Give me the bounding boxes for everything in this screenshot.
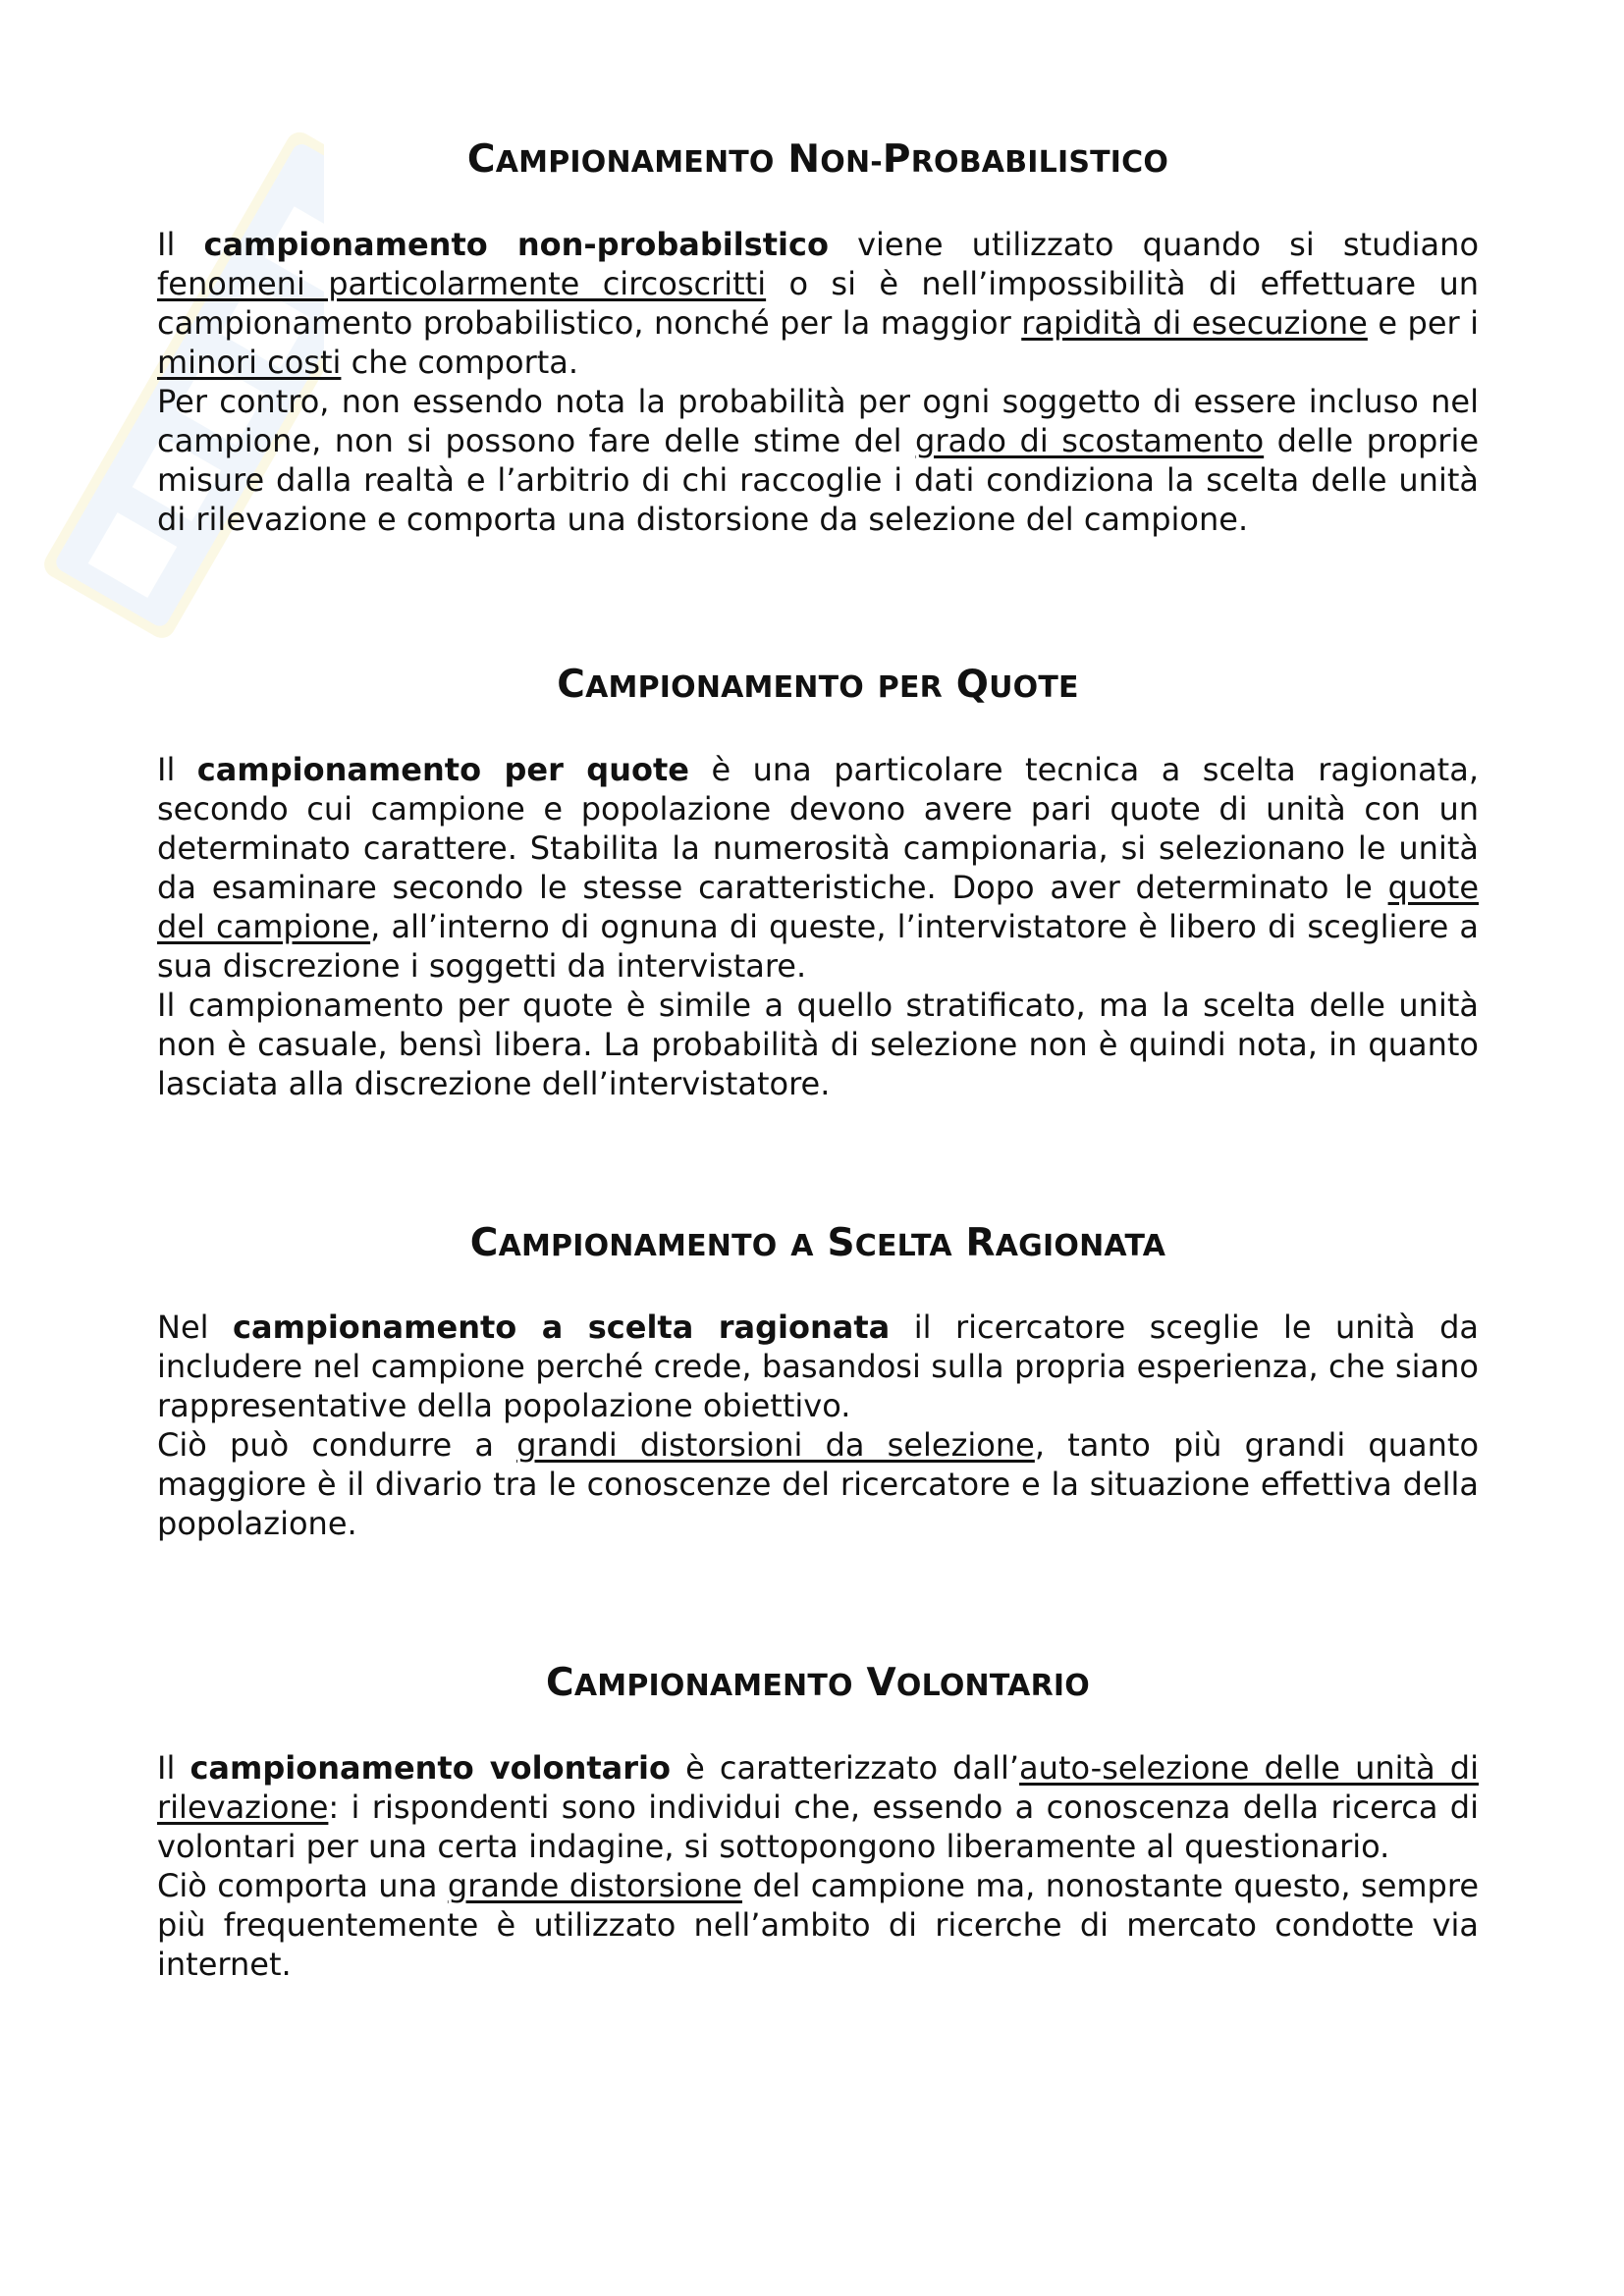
section-non-probabilistico bbox=[157, 137, 1479, 539]
paragraph: Il campionamento volontario è caratterizzato dall’auto-selezione delle unità di rilevazione: i rispondenti sono individui che, essendo a conoscenza della ricerca di volontari per una certa indagine, si sottopongono liberamente al questionario. bbox=[157, 1749, 1480, 1866]
section-title: CAMPIONAMENTO PER QUOTE bbox=[557, 662, 1079, 707]
paragraph: Nel campionamento a scelta ragionata il ricercatore sceglie le unità da includere nel campione perché crede, basandosi sulla propria esperienza, che siano rappresentative della popolazione obiettivo. bbox=[157, 1308, 1480, 1425]
section-per-quote bbox=[157, 663, 1479, 1103]
paragraph: Ciò comporta una grande distorsione del campione ma, nonostante questo, sempre più frequentemente è utilizzato nell’ambito di ricerche di mercato condotte via internet. bbox=[157, 1867, 1480, 1984]
paragraph: Il campionamento per quote è una particolare tecnica a scelta ragionata, secondo cui campione e popolazione devono avere pari quote di unità con un determinato carattere. Stabilita la numerosità campionaria, si selezionano le unità da esaminare secondo le stesse caratteristiche. Dopo aver determinato le quote del campione, all’interno di ognuna di queste, l’intervistatore è libero di scegliere a sua discrezione i soggetti da intervistare. bbox=[157, 750, 1480, 985]
section-title: CAMPIONAMENTO A SCELTA RAGIONATA bbox=[469, 1220, 1166, 1265]
section-title: CAMPIONAMENTO NON-PROBABILISTICO bbox=[466, 137, 1169, 182]
document-page bbox=[157, 137, 1479, 1984]
section-title: CAMPIONAMENTO VOLONTARIO bbox=[546, 1661, 1090, 1706]
paragraph: Il campionamento non-probabilstico viene utilizzato quando si studiano fenomeni particolarmente circoscritti o si è nell’impossibilità di effettuare un campionamento probabilistico, nonché per la maggior rapidità di esecuzione e per i minori costi che comporta. bbox=[157, 225, 1480, 381]
paragraph: Il campionamento per quote è simile a quello stratificato, ma la scelta delle unità non è casuale, bensì libera. La probabilità di selezione non è quindi nota, in quanto lasciata alla discrezione dell’intervistatore. bbox=[157, 986, 1479, 1102]
section-volontario bbox=[157, 1661, 1479, 1984]
paragraph: Per contro, non essendo nota la probabilità per ogni soggetto di essere incluso nel campione, non si possono fare delle stime del grado di scostamento delle proprie misure dalla realtà e l’arbitrio di chi raccoglie i dati condiziona la scelta delle unità di rilevazione e comporta una distorsione da selezione del campione. bbox=[157, 382, 1480, 538]
paragraph: Ciò può condurre a grandi distorsioni da selezione, tanto più grandi quanto maggiore è il divario tra le conoscenze del ricercatore e la situazione effettiva della popolazione. bbox=[157, 1426, 1480, 1543]
section-scelta-ragionata bbox=[157, 1221, 1479, 1544]
